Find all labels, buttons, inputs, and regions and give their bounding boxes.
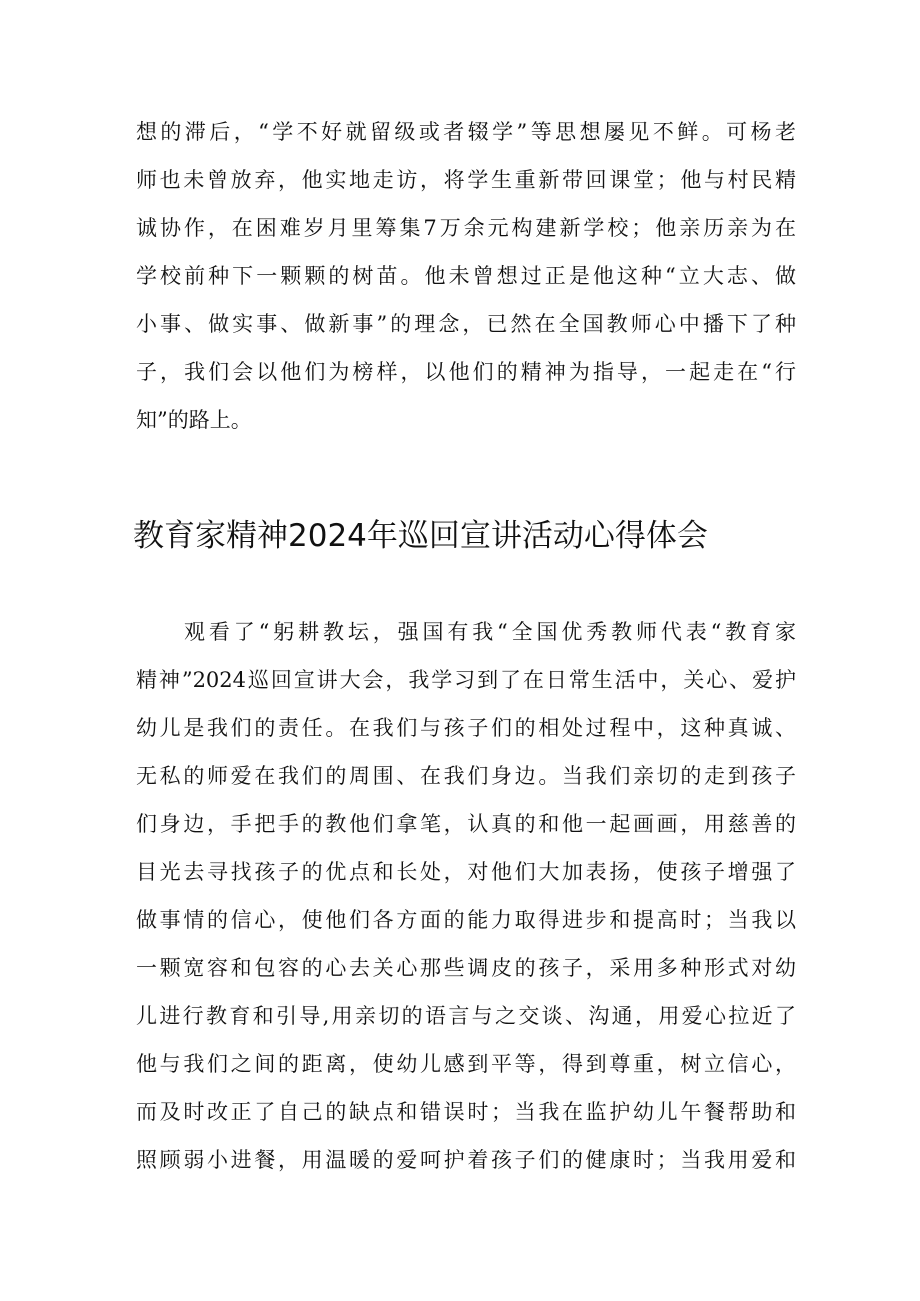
paragraph-line: 知”的路上。	[136, 408, 252, 432]
section-title: 教育家精神2024年巡回宣讲活动心得体会	[133, 518, 708, 554]
paragraph-line: 精神”2024巡回宣讲大会，我学习到了在日常生活中，关心、爱护	[136, 668, 796, 692]
paragraph-line: 观看了“躬耕教坛，强国有我“全国优秀教师代表“教育家	[184, 620, 796, 644]
paragraph-line: 们身边，手把手的教他们拿笔，认真的和他一起画画，用慈善的	[136, 812, 796, 836]
paragraph-line: 做事情的信心，使他们各方面的能力取得进步和提高时；当我以	[136, 908, 796, 932]
paragraph-line: 诚协作，在困难岁月里筹集7万余元构建新学校；他亲历亲为在	[136, 216, 796, 240]
paragraph-line: 子，我们会以他们为榜样，以他们的精神为指导，一起走在“行	[136, 360, 796, 384]
paragraph-line: 目光去寻找孩子的优点和长处，对他们大加表扬，使孩子增强了	[136, 860, 796, 884]
paragraph-line: 学校前种下一颗颗的树苗。他未曾想过正是他这种“立大志、做	[136, 264, 796, 288]
paragraph-line: 而及时改正了自己的缺点和错误时；当我在监护幼儿午餐帮助和	[136, 1100, 796, 1124]
paragraph-line: 幼儿是我们的责任。在我们与孩子们的相处过程中，这种真诚、	[136, 716, 796, 740]
paragraph-line: 他与我们之间的距离，使幼儿感到平等，得到尊重，树立信心，	[136, 1052, 796, 1076]
paragraph-line: 无私的师爱在我们的周围、在我们身边。当我们亲切的走到孩子	[136, 764, 796, 788]
paragraph-line: 儿进行教育和引导,用亲切的语言与之交谈、沟通，用爱心拉近了	[136, 1004, 796, 1028]
paragraph-line: 照顾弱小进餐，用温暖的爱呵护着孩子们的健康时；当我用爱和	[136, 1148, 796, 1172]
paragraph-line: 师也未曾放弃，他实地走访，将学生重新带回课堂；他与村民精	[136, 168, 796, 192]
paragraph-line: 一颗宽容和包容的心去关心那些调皮的孩子，采用多种形式对幼	[136, 956, 796, 980]
paragraph-line: 小事、做实事、做新事”的理念，已然在全国教师心中播下了种	[136, 312, 796, 336]
paragraph-line: 想的滞后，“学不好就留级或者辍学”等思想屡见不鲜。可杨老	[136, 120, 796, 144]
